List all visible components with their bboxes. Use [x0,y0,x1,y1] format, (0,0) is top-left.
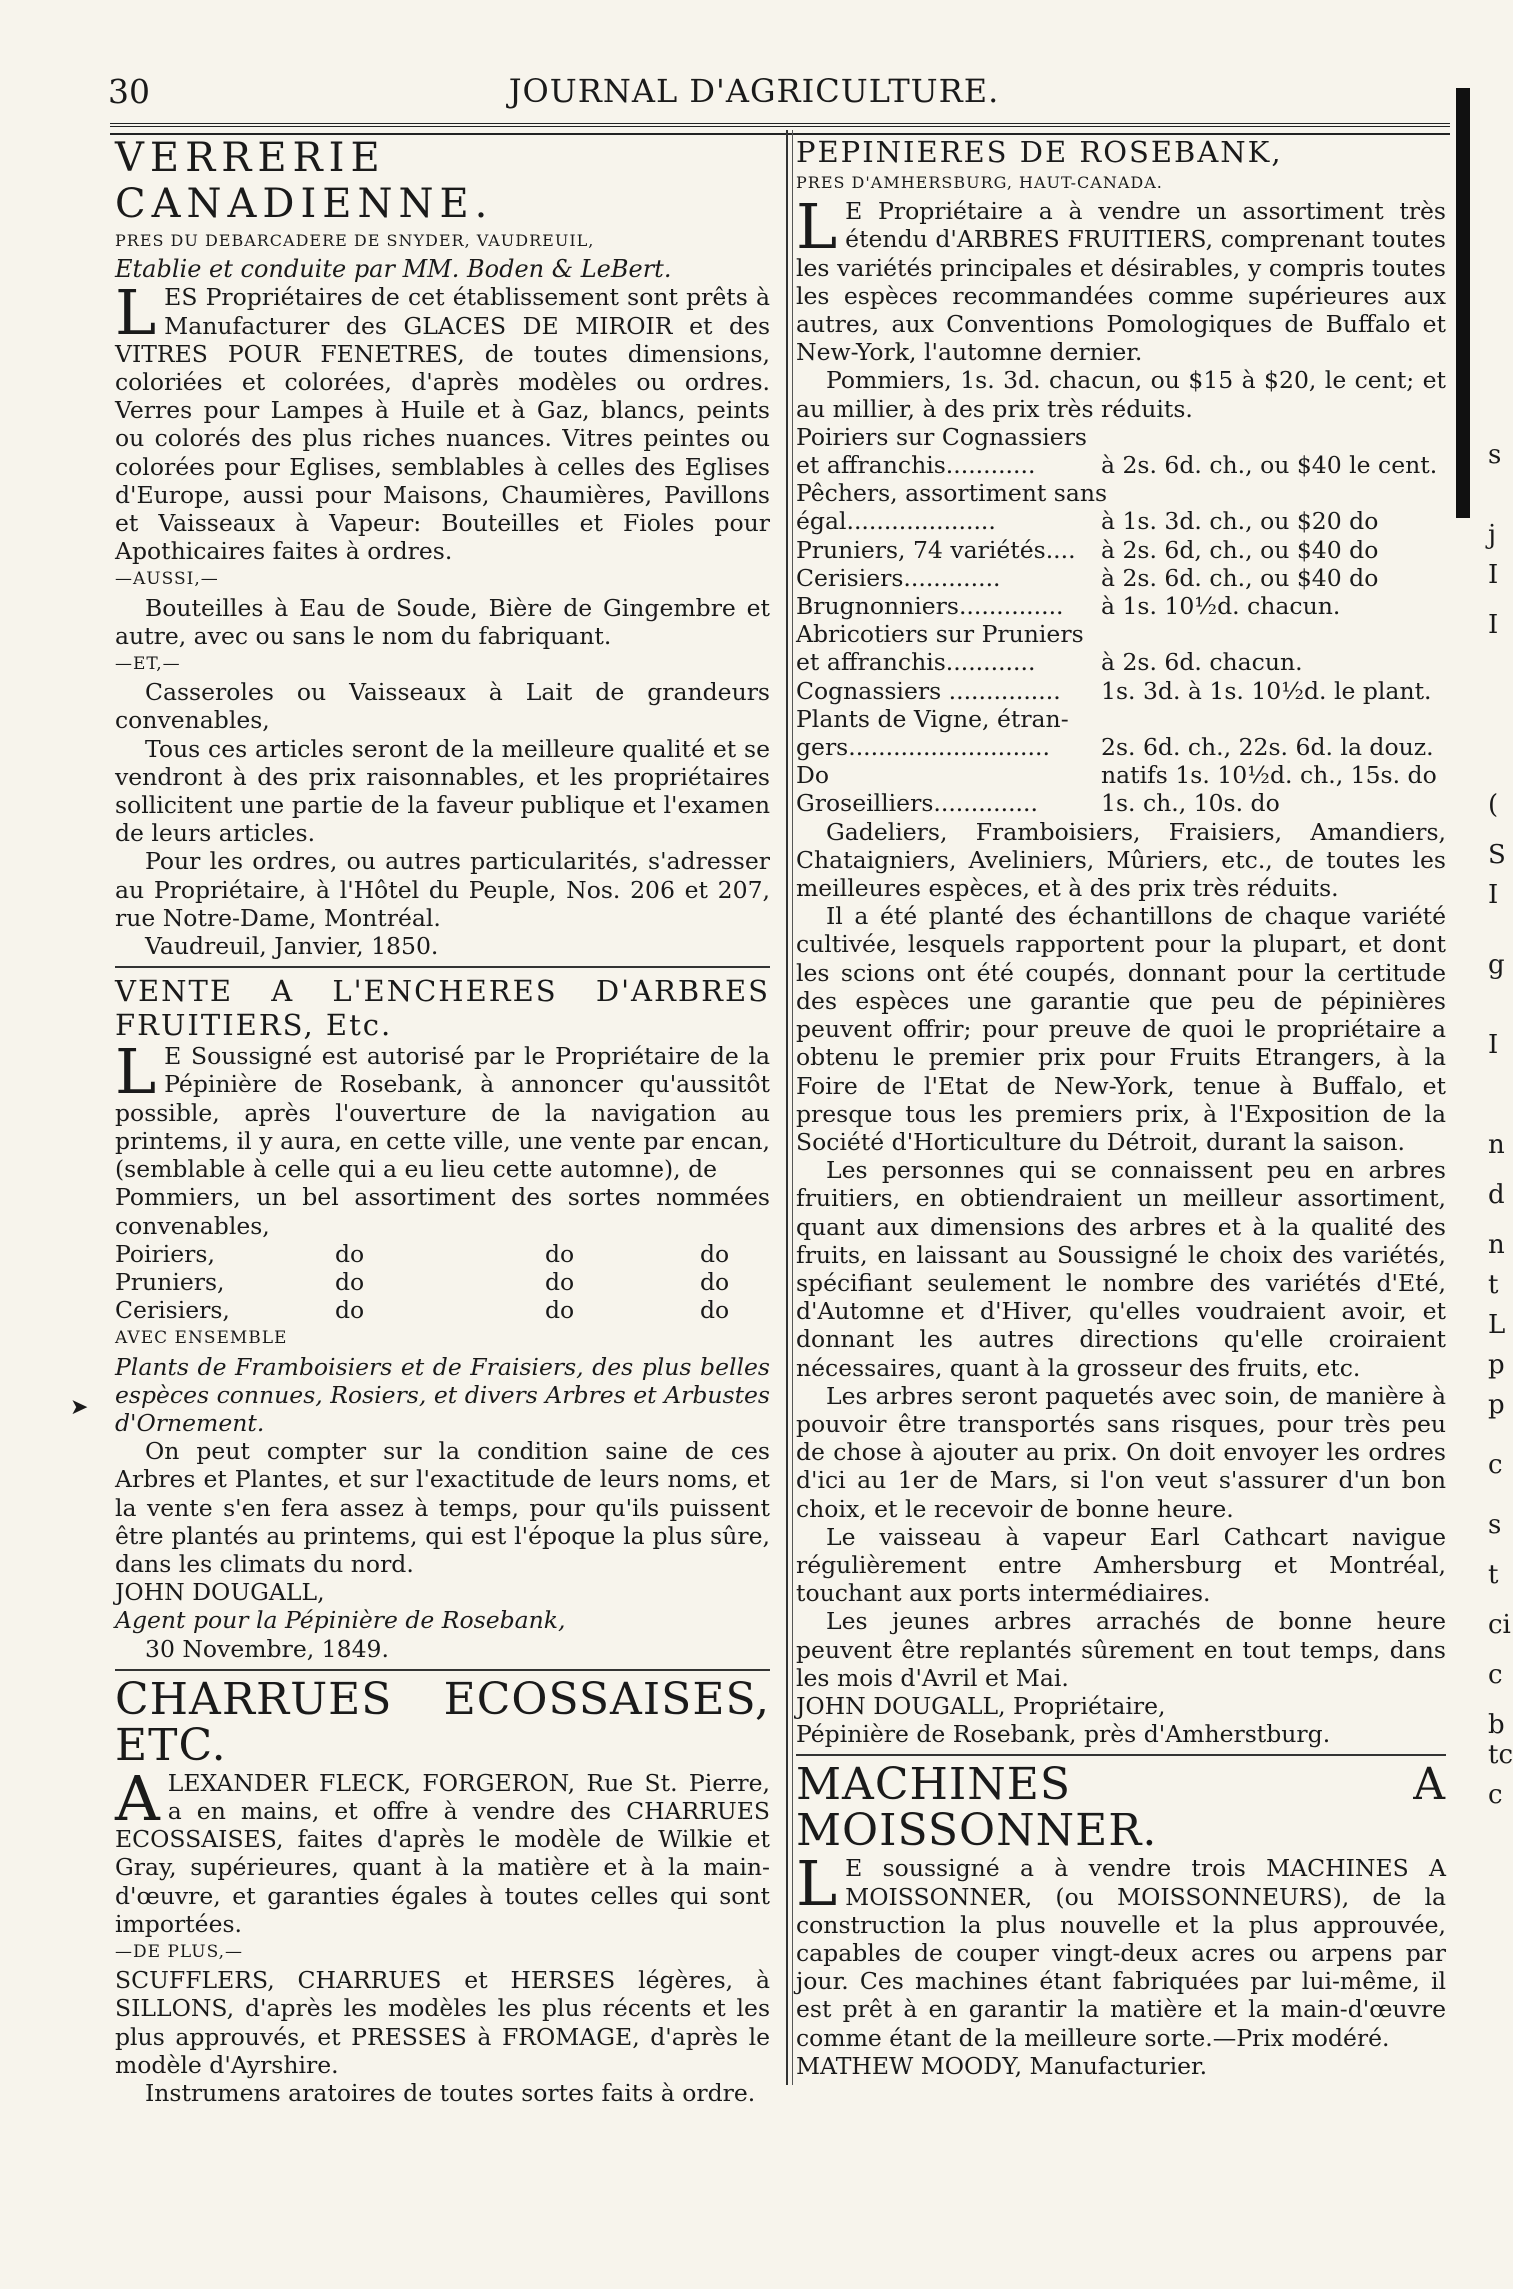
price-item-value: 1s. ch., 10s. do [1101,789,1280,818]
verrerie-established: Etablie et conduite par MM. Boden & LeBert. [115,255,672,284]
ditto: do [545,1296,575,1325]
price-row [796,564,1446,592]
dropcap: L [115,1035,157,1109]
margin-fragment: b [1488,1710,1505,1740]
price-item-value: à 2s. 6d. ch., ou $40 le cent. [1101,451,1438,480]
price-item-value: natifs 1s. 10½d. ch., 15s. do [1101,761,1437,790]
charrues-ad [115,1673,770,2107]
price-row [796,451,1446,479]
price-item-name: Brugnonniers.............. [796,592,1064,621]
price-row [796,479,1446,507]
pepinieres-p6: Les arbres seront paquetés avec soin, de manière à pouvoir être transportés sans risques, pour très peu de chose à ajouter au prix. On doit envoyer les ordres d'ici au 1er de Mars, si l'on veut s'assurer d'un bon choix, et le recevoir de bonne heure. [796,1381,1446,1523]
price-item-name: et affranchis............ [796,648,1036,677]
margin-fragment: s [1488,440,1502,470]
price-row [796,761,1446,789]
verrerie-title: VERRERIE CANADIENNE. [115,135,494,227]
price-item-name: Cerisiers............. [796,563,1001,592]
margin-fragment: p [1488,1350,1505,1380]
vente-ad [115,974,770,1662]
margin-fragment: c [1488,1780,1503,1810]
verrerie-p1: ES Propriétaires de cet établissement sont prêts à Manufacturer des GLACES DE MIROIR et des VITRES POUR FENETRES, de toutes dimensions, coloriées et colorées, d'après modèles ou ordres. Verres pour Lampes à Huile et à Gaz, blancs, peints ou colorés des plus riches nuances. Vitres peintes ou colorées pour Eglises, semblables à celles des Eglises d'Europe, aussi pour Maisons, Chaumières, Pavillons et Vaisseaux à Vapeur: Bouteilles et Fioles pour Apothicaires faites à ordres. [115,283,770,566]
vente-plants: Plants de Framboisiers et de Fraisiers, des plus belles espèces connues, Rosiers, et divers Arbres et Arbustes d'Ornement. [115,1352,770,1437]
price-item-name: Do [796,761,829,790]
pepinieres-signature: JOHN DOUGALL, Propriétaire, [796,1691,1166,1720]
price-item-name: Pêchers, assortiment sans [796,479,1108,508]
vente-p1: E Soussigné est autorisé par le Propriétaire de la Pépinière de Rosebank, à annoncer qu'aussitôt possible, après l'ouverture de la navigation au printems, il y aura, en cette ville, une vente par encan, (semblable à celle qui a eu lieu cette automne), de [115,1042,770,1184]
margin-fragment: I [1488,610,1499,640]
de-plus-label: —DE PLUS,— [115,1941,244,1962]
vente-agent: Agent pour la Pépinière de Rosebank, [115,1606,566,1635]
margin-fragment: g [1488,950,1505,980]
pepinieres-signature2: Pépinière de Rosebank, près d'Amherstburg. [796,1720,1331,1749]
price-item-name: Cognassiers ............... [796,676,1061,705]
tree-name: Poiriers, [115,1239,215,1268]
tree-name: Cerisiers, [115,1296,230,1325]
ditto: do [545,1267,575,1296]
margin-fragment: j [1488,520,1497,550]
speck-mark: ➤ [70,1395,89,1420]
bleed-bar [1456,88,1470,518]
tree-row [115,1268,770,1296]
verrerie-p5: Pour les ordres, ou autres particularités, s'adresser au Propriétaire, à l'Hôtel du Peuple, Nos. 206 et 207, rue Notre-Dame, Montréal. [115,847,770,932]
machines-signature: MATHEW MOODY, Manufacturier. [796,2051,1208,2080]
ditto: do [335,1267,365,1296]
machines-p1: E soussigné a à vendre trois MACHINES A MOISSONNER, (ou MOISSONNEURS), de la construction la plus nouvelle et la plus approuvée, capables de couper vingt-deux acres ou arpens par jour. Ces machines étant fabriquées par lui-même, il est prêt à en garantir la matière et la main-d'œuvre comme étant de la meilleure sorte.—Prix modéré. [796,1854,1446,2052]
column-divider-inner [792,130,793,2085]
pepinieres-p1: E Propriétaire a à vendre un assortiment très étendu d'ARBRES FRUITIERS, comprenant toutes les variétés principales et désirables, y compris toutes les espèces recommandées comme supérieures aux autres, aux Conventions Pomologiques de Buffalo et New-York, l'automne dernier. [796,197,1446,367]
price-row [796,733,1446,761]
margin-fragment: d [1488,1180,1505,1210]
price-list [796,423,1446,818]
price-item-name: Abricotiers sur Pruniers [796,620,1084,649]
ditto: do [700,1267,730,1296]
margin-fragment: n [1488,1230,1505,1260]
price-row [796,423,1446,451]
price-row [796,677,1446,705]
column-divider [786,130,788,2085]
verrerie-p4: Tous ces articles seront de la meilleure qualité et se vendront à des prix raisonnables, et les propriétaires sollicitent une partie de la faveur publique et l'examen de leurs articles. [115,734,770,848]
tree-row [115,1296,770,1324]
avec-label: AVEC ENSEMBLE [115,1328,288,1349]
margin-fragment: ( [1488,790,1499,820]
pepinieres-ad [796,135,1446,1748]
price-item-name: Groseilliers.............. [796,789,1038,818]
right-column [796,135,1446,2080]
pepinieres-p7: Le vaisseau à vapeur Earl Cathcart navigue régulièrement entre Amhersburg et Montréal, touchant aux ports intermédiaires. [796,1522,1446,1608]
margin-fragment: tc [1488,1740,1513,1770]
margin-fragment: t [1488,1270,1499,1300]
page-number: 30 [108,72,150,111]
price-item-value: à 1s. 3d. ch., ou $20 do [1101,507,1379,536]
margin-fragment: c [1488,1450,1503,1480]
price-item-name: Poiriers sur Cognassiers [796,422,1087,451]
pepinieres-title: PEPINIERES DE ROSEBANK, [796,135,1283,169]
price-item-name: et affranchis............ [796,451,1036,480]
machines-ad [796,1759,1446,2080]
price-row [796,705,1446,733]
price-item-value: 1s. 3d. à 1s. 10½d. le plant. [1101,676,1432,705]
ditto: do [700,1296,730,1325]
vente-p3: On peut compter sur la condition saine de ces Arbres et Plantes, et sur l'exactitude de leurs noms, et la vente s'en fera assez à temps, pour qu'ils puissent être plantés au printems, qui est l'époque la plus sûre, dans les climats du nord. [115,1437,770,1578]
vente-title: VENTE A L'ENCHERES D'ARBRES FRUITIERS, Etc. [115,974,770,1043]
pepinieres-p5: Les personnes qui se connaissent peu en arbres fruitiers, en obtiendraient un meilleur assortiment, quant aux dimensions des arbres et à la qualité des fruits, en laissant au Soussigné le choix des variétés, spécifiant seulement le nombre des variétés d'Eté, d'Automne et d'Hiver, qu'elles voudraient avoir, et donnant les autres directions qu'elle croiraient nécessaires, quant à la grosseur des fruits, etc. [796,1156,1446,1382]
pepinieres-p3: Gadeliers, Framboisiers, Fraisiers, Amandiers, Chataigniers, Aveliniers, Mûriers, etc., de toutes les meilleures espèces, et à des prix très réduits. [796,817,1446,903]
separator [115,966,770,968]
price-item-name: Plants de Vigne, étran- [796,704,1069,733]
verrerie-ad [115,135,770,960]
price-item-value [1101,423,1446,451]
price-item-name: égal.................... [796,507,996,536]
dropcap: L [115,276,157,350]
ditto: do [700,1239,730,1268]
margin-fragment: s [1488,1510,1502,1540]
dropcap: L [796,190,838,264]
pepinieres-p8: Les jeunes arbres arrachés de bonne heure peuvent être replantés sûrement en tout temps, dans les mois d'Avril et Mai. [796,1607,1446,1692]
margin-fragment: S [1488,840,1506,870]
aussi-label: —AUSSI,— [115,569,219,590]
et-label: —ET,— [115,654,181,675]
price-row [796,536,1446,564]
margin-fragment: ci [1488,1610,1511,1640]
pepinieres-p2: Pommiers, 1s. 3d. chacun, ou $15 à $20, le cent; et au millier, à des prix très réduits. [796,366,1446,423]
price-row [796,789,1446,817]
price-item-value: 2s. 6d. ch., 22s. 6d. la douz. [1101,733,1434,762]
pepinieres-location: PRES D'AMHERSBURG, HAUT-CANADA. [796,173,1163,192]
price-item-value: à 1s. 10½d. chacun. [1101,592,1341,621]
price-item-value [1101,705,1446,733]
price-row [796,507,1446,535]
tree-row [115,1240,770,1268]
margin-fragment: I [1488,1030,1499,1060]
vente-p2: Pommiers, un bel assortiment des sortes nommées convenables, [115,1183,770,1240]
charrues-title: CHARRUES ECOSSAISES, ETC. [115,1673,770,1771]
margin-fragment: p [1488,1390,1505,1420]
price-row [796,592,1446,620]
margin-fragment: t [1488,1560,1499,1590]
vente-date: 30 Novembre, 1849. [145,1634,389,1663]
tree-table [115,1240,770,1325]
margin-fragment: L [1488,1310,1506,1340]
ditto: do [545,1239,575,1268]
machines-title: MACHINES A MOISSONNER. [796,1759,1446,1857]
top-rule [110,123,1450,135]
price-row [796,620,1446,648]
left-column [115,135,770,2107]
pepinieres-p4: Il a été planté des échantillons de chaque variété cultivée, lesquels rapportent pour la plupart, et dont les scions ont été coupés, donnant pour la certitude des espèces une garantie que peu de pépinières peuvent offrir; pour preuve de quoi le propriétaire a obtenu le premier prix pour Fruits Etrangers, à la Foire de l'Etat de New-York, tenue à Buffalo, et presque tous les premiers prix, à l'Exposition de la Société d'Horticulture du Détroit, durant la saison. [796,902,1446,1156]
price-item-value: à 2s. 6d, ch., ou $40 do [1101,535,1379,564]
price-item-value: à 2s. 6d. ch., ou $40 do [1101,563,1379,592]
separator [115,1669,770,1671]
margin-fragment: I [1488,880,1499,910]
verrerie-p3: Casseroles ou Vaisseaux à Lait de grandeurs convenables, [115,678,770,735]
separator [796,1754,1446,1756]
margin-fragment: n [1488,1130,1505,1160]
ditto: do [335,1296,365,1325]
margin-fragment: I [1488,560,1499,590]
ditto: do [335,1239,365,1268]
price-item-name: Pruniers, 74 variétés.... [796,535,1076,564]
verrerie-location: PRES DU DEBARCADERE DE SNYDER, VAUDREUIL, [115,231,595,250]
price-item-name: gers........................... [796,733,1050,762]
charrues-p2: SCUFFLERS, CHARRUES et HERSES légères, à SILLONS, d'après les modèles les plus récents et les plus approuvés, et PRESSES à FROMAGE, d'après le modèle d'Ayrshire. [115,1966,770,2079]
price-item-value [1101,620,1446,648]
price-item-value [1101,479,1446,507]
charrues-p1: LEXANDER FLECK, FORGERON, Rue St. Pierre, a en mains, et offre à vendre des CHARRUES ECOSSAISES, faites d'après le modèle de Wilkie et Gray, supérieures, quant à la matière et à la main-d'œuvre, et garanties égales à toutes celles qui sont importées. [115,1768,770,1938]
running-title: JOURNAL D'AGRICULTURE. [508,72,1000,110]
tree-name: Pruniers, [115,1267,225,1296]
margin-fragment: c [1488,1660,1503,1690]
verrerie-p2: Bouteilles à Eau de Soude, Bière de Gingembre et autre, avec ou sans le nom du fabriquant. [115,593,770,650]
price-row [796,648,1446,676]
charrues-p3: Instrumens aratoires de toutes sortes faits à ordre. [145,2078,756,2107]
verrerie-date: Vaudreuil, Janvier, 1850. [145,932,439,961]
price-item-value: à 2s. 6d. chacun. [1101,648,1303,677]
dropcap: L [796,1847,838,1921]
vente-signature: JOHN DOUGALL, [115,1578,325,1607]
dropcap: A [115,1761,160,1835]
